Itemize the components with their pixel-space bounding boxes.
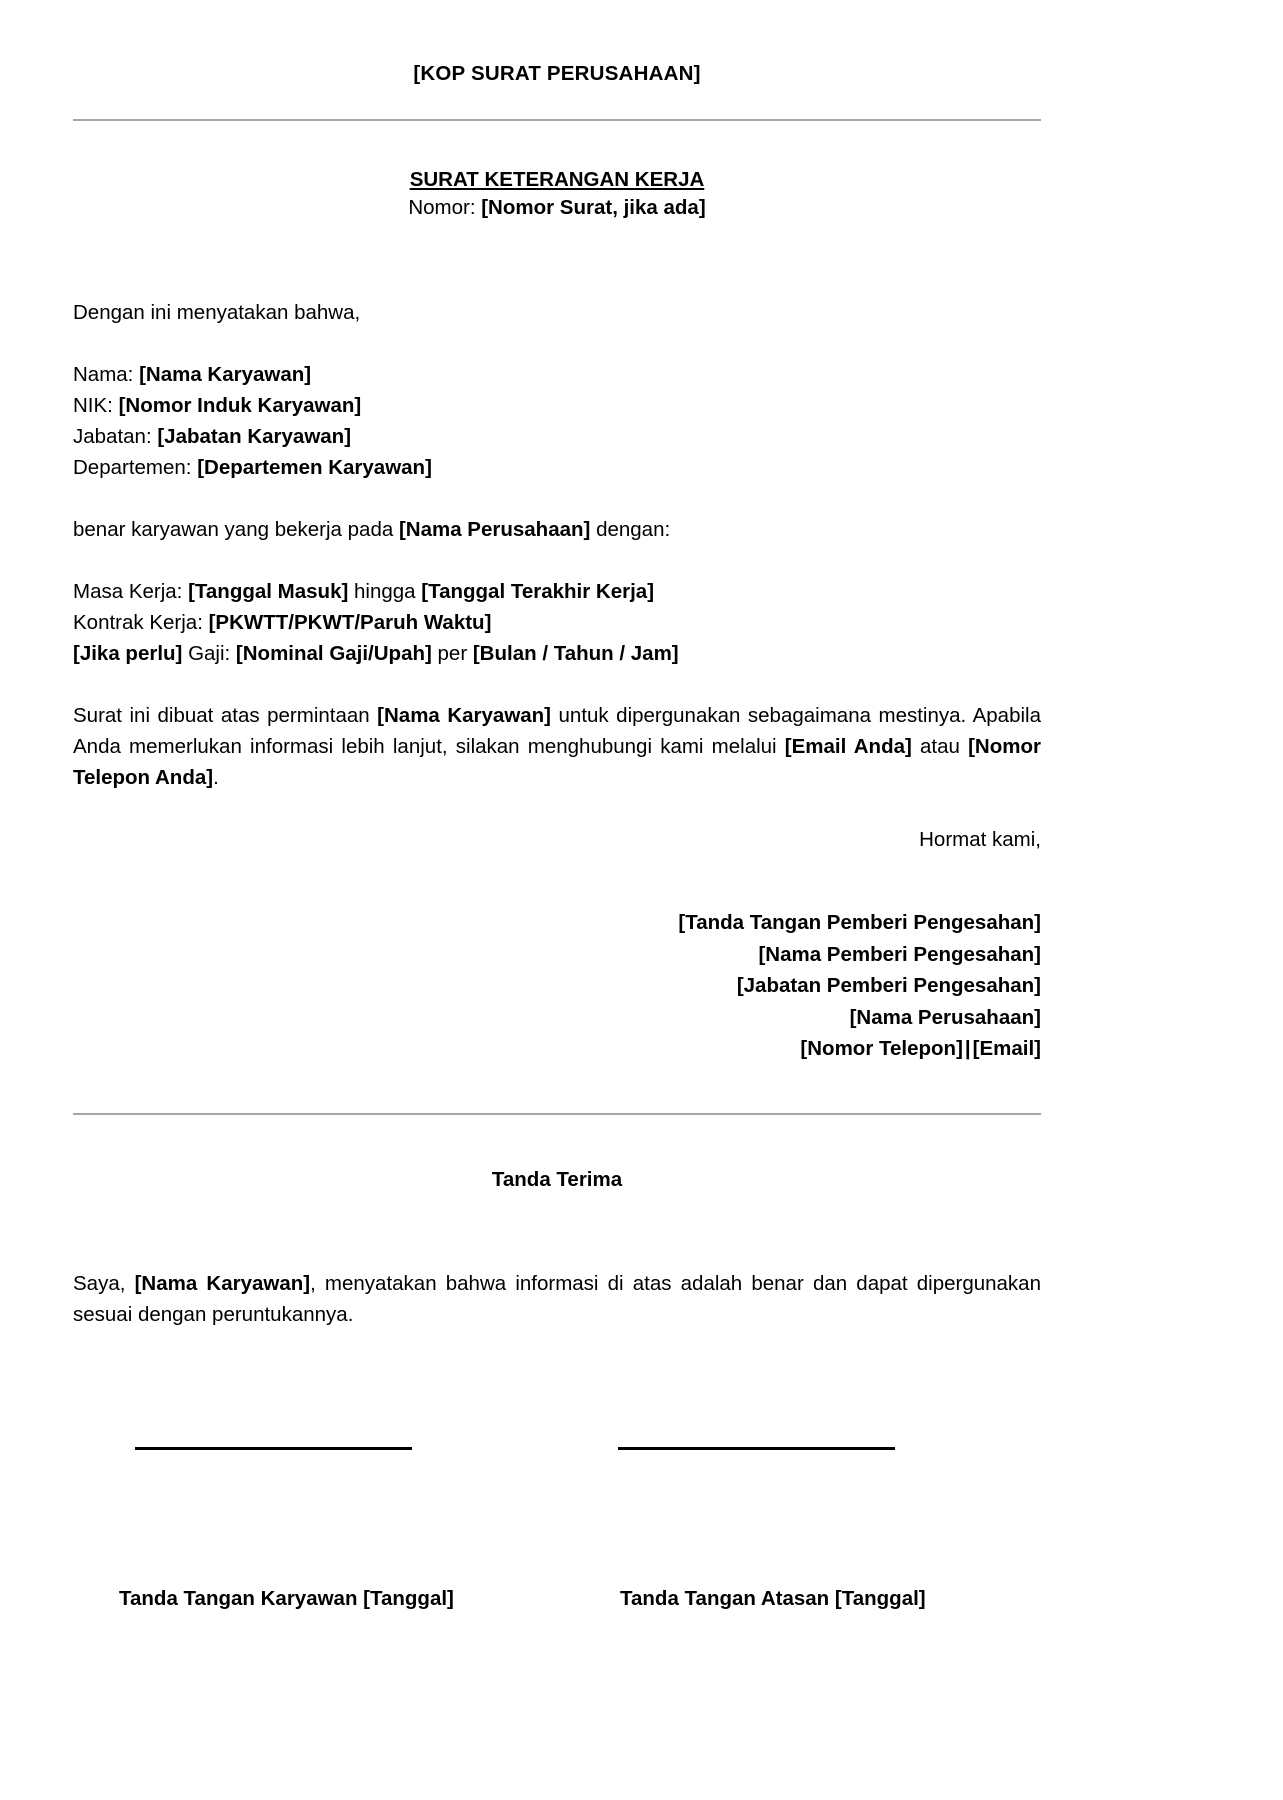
signature-line-jabatan: [Jabatan Pemberi Pengesahan] [736, 974, 1041, 997]
closing-employee-name: [Nama Karyawan] [377, 704, 552, 727]
receipt-section-title: Tanda Terima [491, 1167, 623, 1191]
term-salary-period: [Bulan / Tahun / Jam] [472, 642, 679, 665]
employment-intro-suffix: dengan: [590, 518, 671, 541]
closing-text-3: atau [911, 735, 969, 758]
detail-row-nik [73, 390, 1041, 421]
closing-phone: [Nomor Telepon Anda] [73, 735, 1041, 789]
receipt-statement [73, 1268, 1041, 1330]
signature-rules [73, 1447, 1041, 1477]
term-label: Masa Kerja: [73, 580, 189, 603]
term-row-masa-kerja [73, 576, 1041, 607]
detail-label: Nama: [73, 363, 140, 386]
receipt-text-2: , menyatakan bahwa informasi di atas adalah benar dan dapat dipergunakan sesuai dengan peruntukannya. [73, 1271, 1041, 1326]
employee-signature-rule [135, 1447, 412, 1450]
spacer [73, 328, 1041, 359]
signature-phone: [Nomor Telepon] [800, 1037, 963, 1060]
closing-text-1: Surat ini dibuat atas permintaan [73, 704, 378, 727]
spacer [73, 793, 1041, 824]
document-content [73, 0, 1041, 1627]
signature-separator: | [964, 1037, 971, 1060]
closing-text-4: . [213, 766, 219, 789]
term-connector: per [431, 642, 473, 665]
receipt-text-1: Saya, [73, 1271, 135, 1295]
signature-email: [Email] [972, 1037, 1041, 1060]
document-number-value: [Nomor Surat, jika ada] [481, 196, 706, 219]
document-number-label: Nomor: [408, 196, 482, 219]
signature-line-nama: [Nama Pemberi Pengesahan] [758, 942, 1041, 966]
detail-value: [Departemen Karyawan] [197, 456, 432, 479]
closing-text-2: untuk dipergunakan sebagaimana mestinya. Apabila Anda memerlukan informasi lebih lanjut, silakan menghubungi kami melalui [73, 704, 1041, 758]
term-label: Kontrak Kerja: [73, 611, 209, 634]
signature-line-perusahaan: [Nama Perusahaan] [849, 1005, 1041, 1029]
detail-row-nama [73, 359, 1041, 390]
employment-terms [73, 576, 1041, 669]
term-optional-marker: [Jika perlu] [73, 642, 183, 665]
header-divider [73, 119, 1041, 121]
detail-label: Jabatan: [73, 425, 158, 448]
document-body [73, 297, 1041, 1065]
detail-value: [Nama Karyawan] [139, 363, 312, 386]
detail-row-departemen [73, 452, 1041, 483]
detail-value: [Jabatan Karyawan] [157, 425, 352, 448]
detail-label: Departemen: [73, 456, 198, 479]
employee-signature-caption: Tanda Tangan Karyawan [Tanggal] [119, 1586, 454, 1610]
document-number-line [73, 196, 1041, 220]
term-start-date: [Tanggal Masuk] [188, 580, 349, 603]
term-salary-amount: [Nominal Gaji/Upah] [235, 642, 432, 665]
employment-intro [73, 514, 1041, 545]
spacer [73, 545, 1041, 576]
term-end-date: [Tanggal Terakhir Kerja] [421, 580, 655, 603]
term-row-gaji [73, 638, 1041, 669]
receipt-employee-name: [Nama Karyawan] [134, 1271, 311, 1295]
term-label: Gaji: [182, 642, 236, 665]
supervisor-signature-rule [618, 1447, 895, 1450]
closing-paragraph [73, 700, 1041, 793]
spacer [73, 669, 1041, 700]
term-contract-type: [PKWTT/PKWT/Paruh Waktu] [208, 611, 492, 634]
section-divider [73, 1113, 1041, 1115]
signature-contact-line [73, 1033, 1041, 1065]
detail-label: NIK: [73, 394, 119, 417]
detail-value: [Nomor Induk Karyawan] [118, 394, 362, 417]
regards-line: Hormat kami, [919, 828, 1041, 851]
term-row-kontrak [73, 607, 1041, 638]
signature-line-tanda-tangan: [Tanda Tangan Pemberi Pengesahan] [678, 911, 1041, 934]
spacer [73, 220, 1041, 275]
employment-intro-prefix: benar karyawan yang bekerja pada [73, 518, 399, 541]
employee-details [73, 359, 1041, 483]
supervisor-signature-caption: Tanda Tangan Atasan [Tanggal] [620, 1586, 926, 1610]
closing-email: [Email Anda] [784, 735, 912, 758]
opening-statement: Dengan ini menyatakan bahwa, [73, 301, 361, 324]
company-name-placeholder: [Nama Perusahaan] [398, 518, 591, 541]
company-letterhead: [KOP SURAT PERUSAHAAN] [413, 62, 701, 85]
page-title: SURAT KETERANGAN KERJA [409, 168, 705, 191]
detail-row-jabatan [73, 421, 1041, 452]
authorizer-signature-block [73, 907, 1041, 1065]
document-title-block [73, 168, 1041, 220]
signature-captions [73, 1587, 1041, 1627]
spacer [73, 483, 1041, 514]
term-connector: hingga [348, 580, 422, 603]
spacer [73, 275, 1041, 297]
